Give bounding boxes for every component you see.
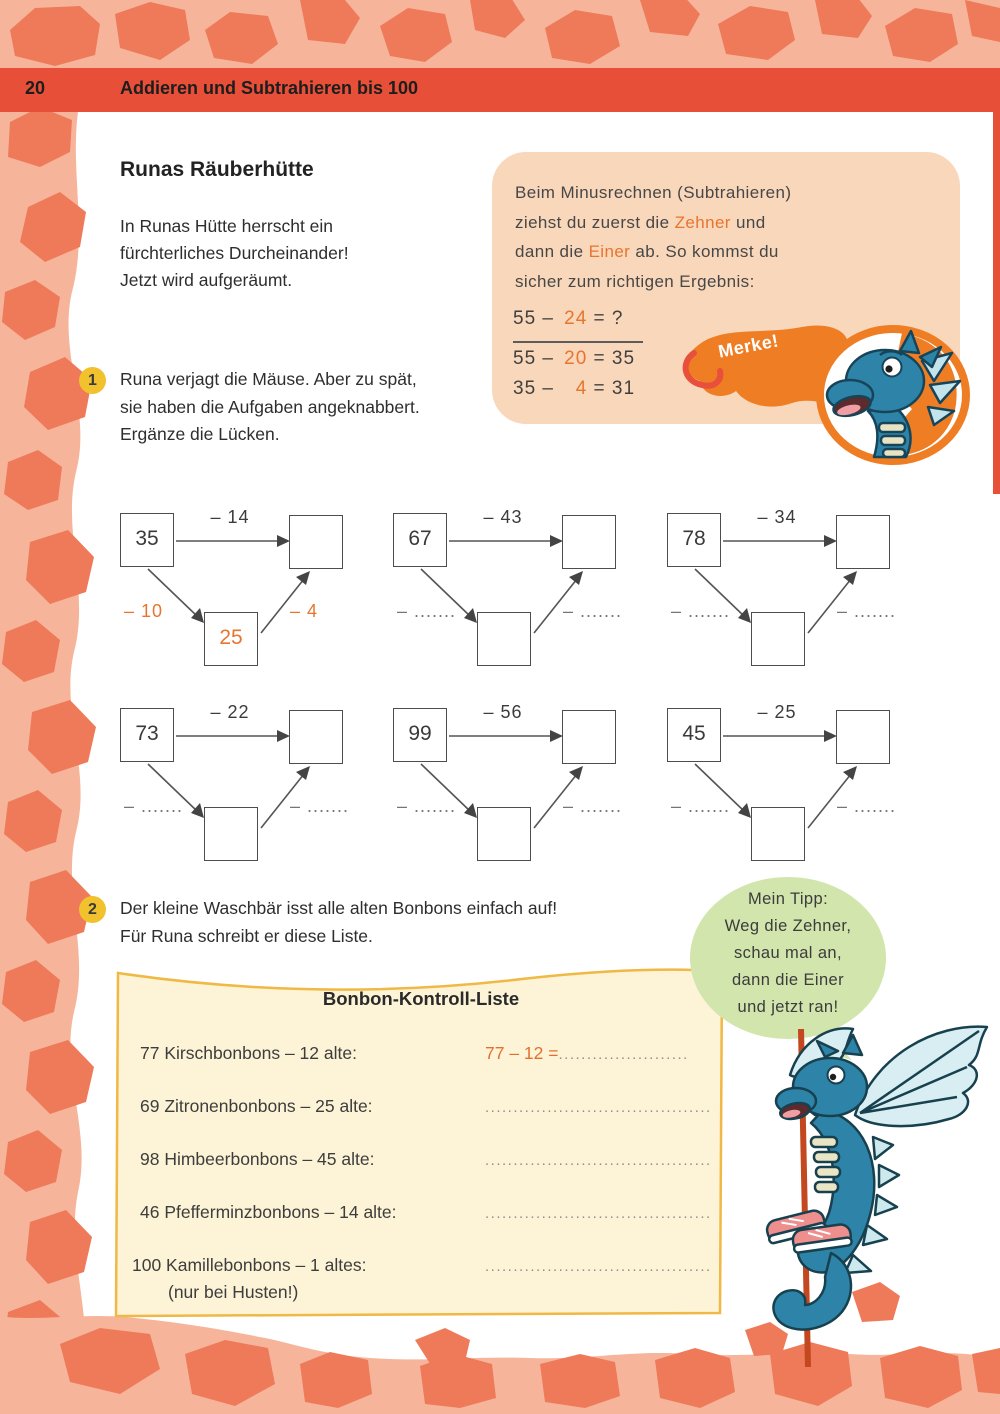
example-equation-2: 55 – 20 = 35: [513, 348, 636, 369]
subtraction-diagram-1: [120, 505, 350, 675]
minus-right-blank: – .......: [563, 796, 623, 816]
candy-label: 69 Zitronenbonbons – 25 alte:: [140, 1096, 373, 1116]
result-box-empty: [836, 710, 890, 764]
merke-label: Merke!: [716, 330, 781, 362]
highlight-einer: Einer: [588, 242, 631, 261]
candy-row: [140, 1149, 715, 1170]
minus-right-blank: – .......: [290, 796, 350, 816]
candy-list-heading: Bonbon-Kontroll-Liste: [322, 988, 520, 1009]
tip-line: und jetzt ran!: [737, 998, 839, 1016]
minus-right-blank: – .......: [563, 601, 623, 621]
answer-blank: .......................: [558, 1046, 689, 1063]
minus-top-label: – 43: [483, 507, 523, 527]
result-box-empty: [562, 515, 616, 569]
exercise-1-text: Runa verjagt die Mäuse. Aber zu spät, sie haben die Aufgaben angeknabbert. Ergänze die Lücken.: [120, 369, 420, 444]
chapter-title: Addieren und Subtrahieren bis 100: [120, 78, 419, 98]
chapter-header-bar: [0, 68, 1000, 112]
answer-blank: ........................................: [485, 1152, 712, 1169]
minus-right-label: – 4: [290, 601, 319, 621]
climbing-dragon-illustration: [735, 1015, 1000, 1370]
subtraction-diagram-5: [393, 700, 623, 870]
middle-step-box: [751, 807, 805, 861]
merke-dragon-illustration: [650, 305, 1000, 470]
subtraction-diagram-2: [393, 505, 623, 675]
start-number-box: 35: [120, 513, 174, 567]
exercise-2-badge: 2: [79, 896, 106, 923]
candy-row: [140, 1043, 715, 1064]
tip-line: Weg die Zehner,: [724, 917, 852, 935]
result-box-empty: [836, 515, 890, 569]
exercise-1-badge: 1: [79, 367, 106, 394]
minus-left-blank: – .......: [397, 796, 457, 816]
result-box-empty: [289, 710, 343, 764]
intro-line: fürchterliches Durcheinander!: [120, 243, 349, 263]
start-number-box: 45: [667, 708, 721, 762]
start-number-box: 73: [120, 708, 174, 762]
minus-right-blank: – .......: [837, 796, 897, 816]
minus-left-blank: – .......: [397, 601, 457, 621]
result-box-empty: [289, 515, 343, 569]
middle-step-box: [204, 807, 258, 861]
subtraction-diagram-4: [120, 700, 350, 870]
tip-line: dann die Einer: [731, 971, 844, 989]
subtraction-diagram-6: [667, 700, 897, 870]
lesson-title: Runas Räuberhütte: [120, 158, 314, 181]
answer-blank: ........................................: [485, 1099, 712, 1116]
tip-line: Mein Tipp:: [747, 890, 829, 908]
minus-top-label: – 34: [757, 507, 797, 527]
minus-left-label: – 10: [124, 601, 164, 621]
minus-left-blank: – .......: [124, 796, 184, 816]
answer-blank: ........................................: [485, 1258, 712, 1275]
result-box-empty: [562, 710, 616, 764]
minus-top-label: – 25: [757, 702, 797, 722]
candy-answer-prefix: 77 – 12 =: [485, 1043, 559, 1063]
minus-top-label: – 56: [483, 702, 523, 722]
start-number-box: 99: [393, 708, 447, 762]
answer-blank: ........................................: [485, 1205, 712, 1222]
page-number: 20: [25, 78, 46, 98]
candy-row: [140, 1202, 715, 1223]
exercise-2-text: Der kleine Waschbär isst alle alten Bonbons einfach auf! Für Runa schreibt er diese Liste.: [120, 898, 558, 946]
candy-label-note: (nur bei Husten!): [168, 1282, 299, 1302]
middle-step-box: [751, 612, 805, 666]
tip-line: schau mal an,: [734, 944, 842, 962]
candy-label: 98 Himbeerbonbons – 45 alte:: [140, 1149, 375, 1169]
highlight-zehner: Zehner: [674, 212, 731, 232]
start-number-box: 67: [393, 513, 447, 567]
intro-line: Jetzt wird aufgeräumt.: [120, 270, 293, 290]
example-equation-1: 55 – 24 = ?: [513, 308, 624, 329]
middle-step-box: [477, 612, 531, 666]
minus-top-label: – 14: [210, 507, 250, 527]
candy-label: 100 Kamillebonbons – 1 altes:: [132, 1255, 367, 1275]
intro-line: In Runas Hütte herrscht ein: [120, 216, 334, 236]
minus-left-blank: – .......: [671, 601, 731, 621]
lesson-intro: [120, 213, 349, 294]
subtraction-diagram-3: [667, 505, 897, 675]
minus-right-blank: – .......: [837, 601, 897, 621]
left-pebble-border: [0, 112, 96, 1414]
minus-left-blank: – .......: [671, 796, 731, 816]
middle-step-box: [477, 807, 531, 861]
rule-text: Beim Minusrechnen (Subtrahieren) ziehst du zuerst die Zehner und dann die Einer ab. So kommst du sicher zum richtigen Ergebnis:: [515, 183, 792, 291]
equation-separator: [513, 341, 643, 343]
start-number-box: 78: [667, 513, 721, 567]
middle-step-box: 25: [204, 612, 258, 666]
candy-label: 46 Pfefferminzbonbons – 14 alte:: [140, 1202, 397, 1222]
candy-row: [132, 1255, 712, 1276]
candy-label: 77 Kirschbonbons – 12 alte:: [140, 1043, 357, 1063]
example-equation-3: 35 – 4 = 31: [513, 378, 636, 399]
rule-line: Beim Minusrechnen (Subtrahieren): [515, 183, 792, 202]
top-pebble-border: [0, 0, 1000, 68]
minus-top-label: – 22: [210, 702, 250, 722]
candy-row: [140, 1096, 715, 1117]
